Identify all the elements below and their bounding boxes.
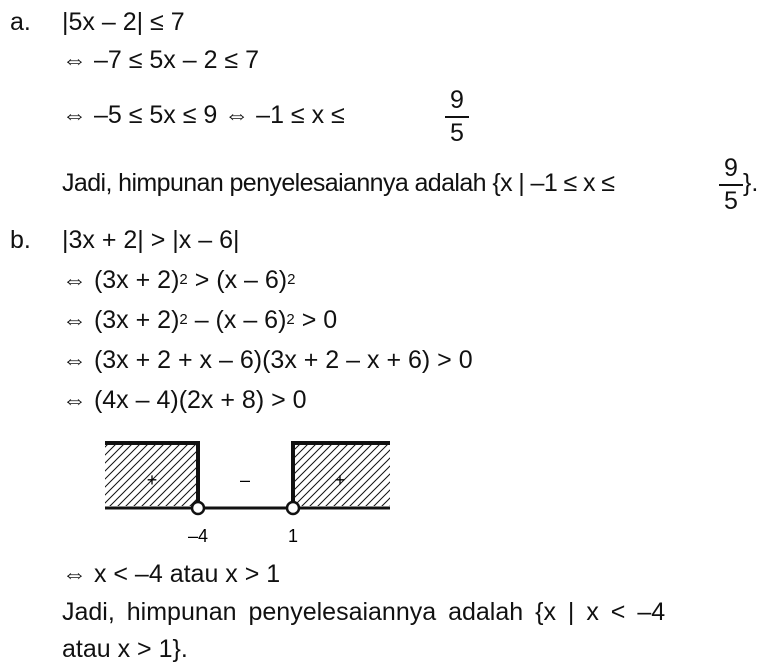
fraction-denominator: 5	[724, 187, 738, 215]
part-b-line-5: ⇔ (4x – 4)(2x + 8) > 0	[62, 386, 307, 414]
fraction-nine-fifths	[445, 88, 469, 146]
expr-part: > 0	[294, 306, 338, 334]
part-a-conclusion: Jadi, himpunan penyelesaiannya adalah {x | –1 ≤ x ≤	[62, 169, 615, 197]
part-a-line-1: |5x – 2| ≤ 7	[62, 8, 185, 36]
exponent: 2	[179, 311, 188, 328]
fraction-numerator: 9	[450, 86, 464, 114]
part-a-conclusion-close: }.	[743, 169, 759, 197]
part-b-result: ⇔ x < –4 atau x > 1	[62, 560, 281, 588]
point-label-1: 1	[287, 526, 299, 546]
part-a-line-2: ⇔ –7 ≤ 5x – 2 ≤ 7	[62, 46, 259, 74]
expr-part: ⇔ (3x + 2)	[62, 306, 180, 334]
part-b-conclusion-2: atau x > 1}.	[62, 635, 188, 663]
exponent: 2	[286, 311, 295, 328]
sign-number-line	[100, 436, 400, 551]
part-b-line-1: |3x + 2| > |x – 6|	[62, 226, 240, 254]
fraction-bar	[445, 116, 469, 118]
expr-part: > (x – 6)	[187, 266, 288, 294]
open-point-minus-4	[192, 502, 204, 514]
exponent: 2	[179, 271, 188, 288]
expr-part: ⇔ (3x + 2)	[62, 266, 180, 294]
part-a-label: a.	[10, 8, 31, 36]
expr-part: – (x – 6)	[187, 306, 287, 334]
exponent: 2	[287, 271, 296, 288]
sign-minus-middle: –	[239, 470, 251, 490]
open-point-1	[287, 502, 299, 514]
fraction-nine-fifths-conclusion	[719, 156, 743, 214]
sign-plus-right: +	[334, 470, 346, 490]
part-b-conclusion-1: Jadi, himpunan penyelesaiannya adalah {x | x < –4	[62, 598, 666, 626]
fraction-numerator: 9	[724, 154, 738, 182]
part-b-line-2	[62, 268, 295, 293]
fraction-bar	[719, 184, 743, 186]
fraction-denominator: 5	[450, 119, 464, 147]
part-a-line-3: ⇔ –5 ≤ 5x ≤ 9 ⇔ –1 ≤ x ≤	[62, 101, 345, 129]
part-b-line-4: ⇔ (3x + 2 + x – 6)(3x + 2 – x + 6) > 0	[62, 346, 473, 374]
point-label-minus-4: –4	[187, 526, 209, 546]
part-b-label: b.	[10, 226, 31, 254]
sign-plus-left: +	[146, 470, 158, 490]
part-b-line-3	[62, 308, 337, 333]
